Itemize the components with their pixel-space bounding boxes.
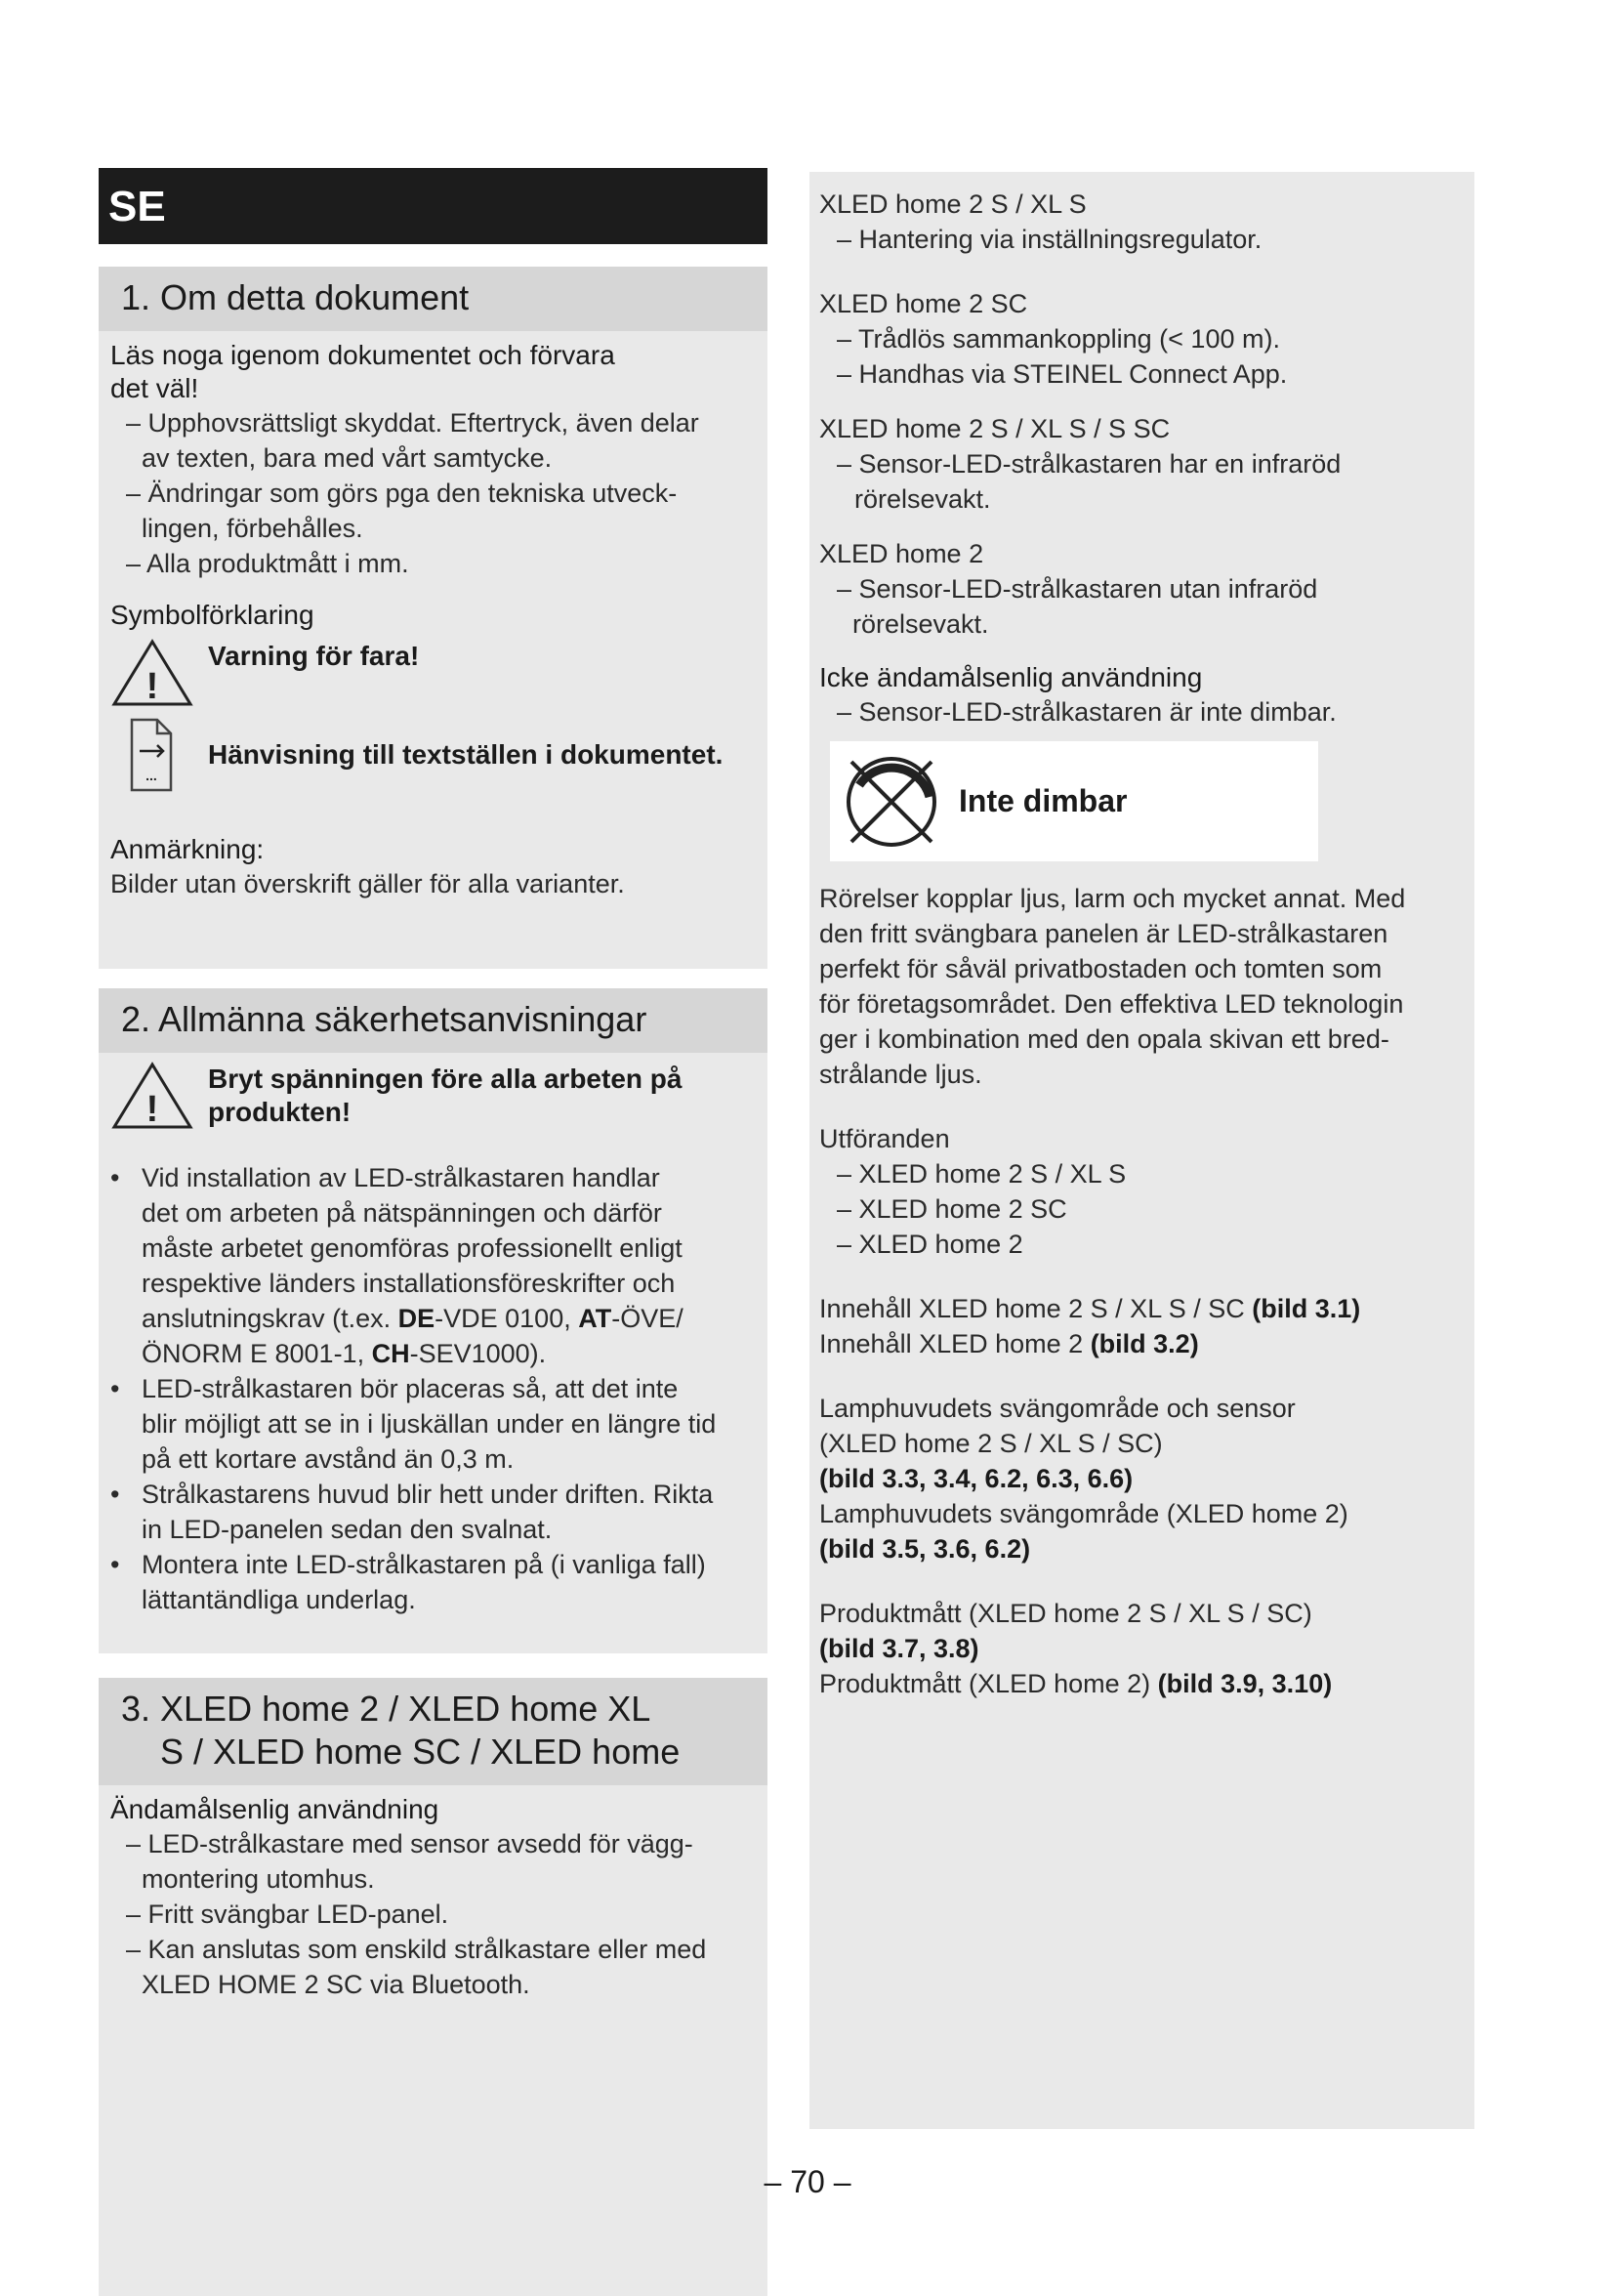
warning-triangle-icon	[110, 638, 194, 708]
intro-line-2: det väl!	[110, 373, 199, 403]
variant-group-title: XLED home 2 S / XL S / S SC	[819, 414, 1171, 443]
list-item: • Montera inte LED-strålkastaren på (i vanliga fall) lättantändliga underlag.	[110, 1547, 756, 1617]
list-item: – Sensor-LED-strålkastaren har en infraröd rörelsevakt.	[837, 449, 1342, 514]
not-dimmable-label: Inte dimbar	[959, 783, 1128, 818]
svg-text:...: ...	[145, 768, 157, 783]
note-heading: Anmärkning:	[110, 834, 265, 864]
section-product-variants	[99, 1678, 767, 2296]
description-paragraph: Rörelser kopplar ljus, larm och mycket annat. Med den fritt svängbara panelen är LED-strålkastaren perfekt för såväl privatbostaden och tomten som för företagsområdet. Den effektiva LED teknologin ger i kombination med den opala skivan ett bred- strålande ljus.	[819, 884, 1406, 1089]
intended-use-list	[120, 1826, 756, 2002]
safety-warning-row	[110, 1061, 756, 1131]
section-safety	[99, 988, 767, 1653]
content-line: Innehåll XLED home 2 (bild 3.2)	[819, 1329, 1199, 1358]
intended-use-heading: Ändamålsenlig användning	[110, 1794, 439, 1824]
warning-triangle-icon	[110, 1061, 194, 1131]
reference-label: Hänvisning till textställen i dokumentet.	[208, 739, 724, 770]
variants-heading: Utföranden	[819, 1124, 950, 1153]
list-item: – Hantering via inställningsregulator.	[837, 225, 1263, 254]
intro-line-1: Läs noga igenom dokumentet och förvara	[110, 340, 615, 370]
section-1-title: 1. Om detta dokument	[99, 267, 767, 331]
list-item: – XLED home 2	[837, 1230, 1023, 1259]
list-item: – Handhas via STEINEL Connect App.	[837, 359, 1288, 389]
safety-warning-text: Bryt spänningen före alla arbeten på produkten!	[208, 1064, 683, 1127]
section-2-title: 2. Allmänna säkerhetsanvisningar	[99, 988, 767, 1053]
list-item: – Trådlös sammankoppling (< 100 m).	[837, 324, 1280, 354]
warning-symbol-row	[110, 638, 756, 708]
list-item: – Upphovsrättsligt skyddat. Eftertryck, även delar av texten, bara med vårt samtycke.	[126, 408, 699, 473]
list-item: • Strålkastarens huvud blir hett under driften. Rikta in LED-panelen sedan den svalnat.	[110, 1477, 756, 1547]
list-item: – LED-strålkastare med sensor avsedd för vägg- montering utomhus.	[126, 1829, 693, 1894]
section-3-title: 3. XLED home 2 / XLED home XL S / XLED home SC / XLED home	[99, 1678, 767, 1785]
language-header: SE	[99, 168, 767, 244]
misuse-heading: Icke ändamålsenlig användning	[819, 662, 1203, 692]
list-item: • LED-strålkastaren bör placeras så, att det inte blir möjligt att se in i ljuskällan under en längre tid på ett kortare avstånd än 0,3 m.	[110, 1371, 756, 1477]
reference-symbol-row	[110, 716, 756, 794]
dimensions-ref: (bild 3.7, 3.8)	[819, 1634, 979, 1663]
warning-label: Varning för fara!	[208, 641, 420, 671]
list-item: – Ändringar som görs pga den tekniska utveck- lingen, förbehålles.	[126, 479, 678, 543]
left-column	[99, 168, 767, 2128]
dimensions-line: Produktmått (XLED home 2 S / XL S / SC)	[819, 1599, 1312, 1628]
svg-text:!: !	[145, 666, 159, 707]
list-item: – Fritt svängbar LED-panel.	[126, 1899, 449, 1929]
list-item: – Alla produktmått i mm.	[126, 549, 409, 578]
swing-range-line: (XLED home 2 S / XL S / SC)	[819, 1429, 1163, 1458]
not-dimmable-box	[830, 741, 1318, 861]
page-number: – 70 –	[764, 2164, 851, 2199]
list-item: – XLED home 2 SC	[837, 1194, 1067, 1224]
section-about-document	[99, 267, 767, 969]
list-item: • Vid installation av LED-strålkastaren handlar det om arbeten på nätspänningen och därför måste arbetet genomföras professionellt enligt respektive länders installationsföreskrifter och anslutningskrav (t.ex. DE-VDE 0100, AT-ÖVE/ ÖNORM E 8001-1, CH-SEV1000).	[110, 1160, 756, 1371]
right-column	[809, 172, 1474, 2129]
svg-text:!: !	[145, 1089, 159, 1130]
swing-range-ref: (bild 3.3, 3.4, 6.2, 6.3, 6.6)	[819, 1464, 1134, 1493]
symbol-heading: Symbolförklaring	[110, 600, 314, 630]
not-dimmable-icon	[838, 748, 945, 856]
swing-range-line: Lamphuvudets svängområde (XLED home 2)	[819, 1499, 1348, 1528]
list-item: – XLED home 2 S / XL S	[837, 1159, 1127, 1189]
document-reference-icon	[110, 716, 194, 794]
variant-group-title: XLED home 2 SC	[819, 289, 1028, 318]
safety-bullet-list	[110, 1160, 756, 1617]
variant-group-title: XLED home 2	[819, 539, 984, 568]
note-text: Bilder utan överskrift gäller för alla varianter.	[110, 869, 625, 898]
document-notes-list	[120, 405, 756, 581]
list-item: – Sensor-LED-strålkastaren utan infraröd rörelsevakt.	[837, 574, 1318, 639]
variant-group-title: XLED home 2 S / XL S	[819, 189, 1087, 219]
list-item: – Sensor-LED-strålkastaren är inte dimbar.	[837, 697, 1337, 727]
list-item: – Kan anslutas som enskild strålkastare eller med XLED HOME 2 SC via Bluetooth.	[126, 1935, 707, 1999]
swing-range-ref: (bild 3.5, 3.6, 6.2)	[819, 1534, 1031, 1564]
dimensions-line: Produktmått (XLED home 2) (bild 3.9, 3.10)	[819, 1669, 1333, 1698]
swing-range-line: Lamphuvudets svängområde och sensor	[819, 1394, 1296, 1423]
content-line: Innehåll XLED home 2 S / XL S / SC (bild 3.1)	[819, 1294, 1361, 1323]
